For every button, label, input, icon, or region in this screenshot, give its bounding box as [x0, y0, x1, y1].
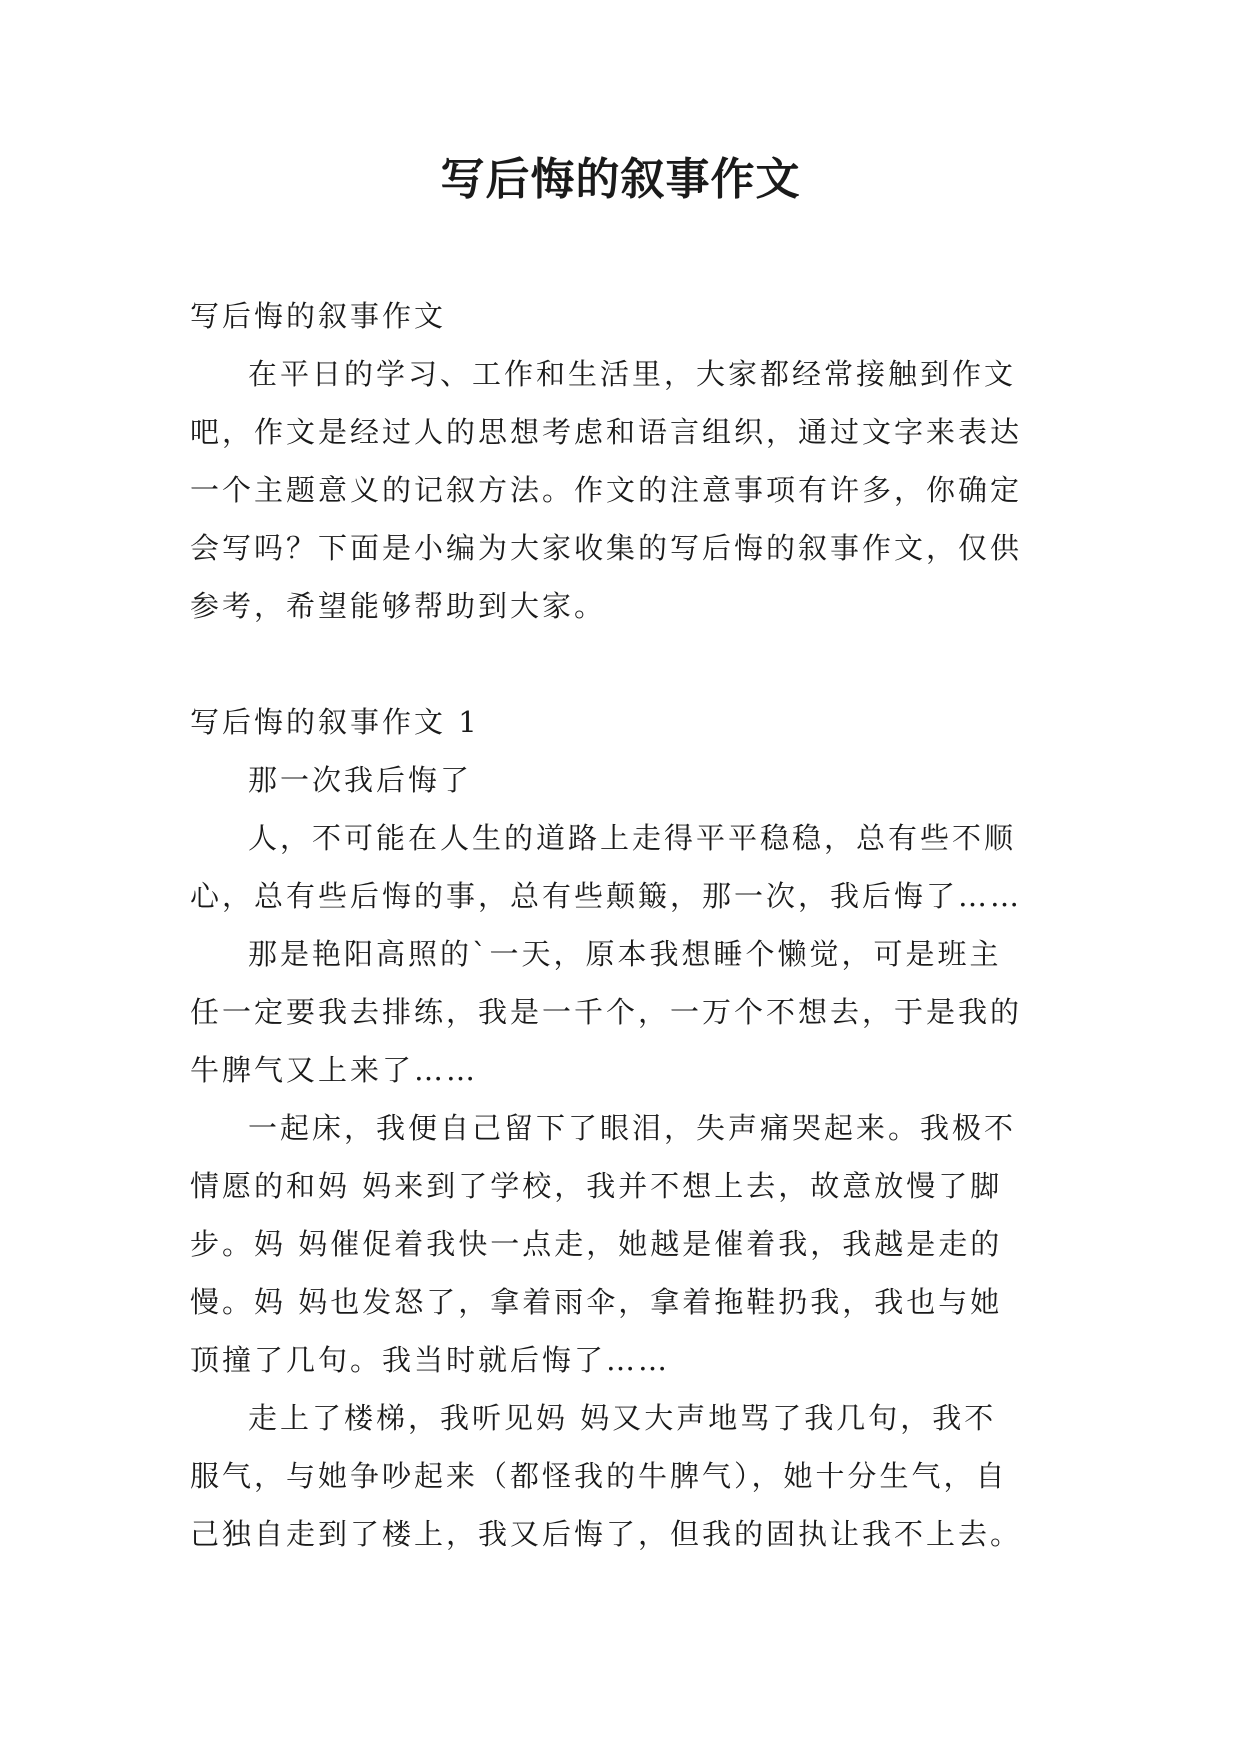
intro-line: 会写吗？下面是小编为大家收集的写后悔的叙事作文，仅供	[190, 531, 1023, 565]
intro-line: 吧，作文是经过人的思想考虑和语言组织，通过文字来表达	[190, 415, 1023, 449]
section-spacer	[190, 635, 1070, 693]
intro-line: 参考，希望能够帮助到大家。	[190, 589, 607, 623]
document-title: 写后悔的叙事作文	[440, 154, 801, 205]
essay-line: 步。妈 妈催促着我快一点走，她越是催着我，我越是走的	[190, 1227, 1003, 1261]
essay-line: 牛脾气又上来了……	[190, 1053, 479, 1087]
essay-paragraph-3	[190, 1099, 1070, 1389]
essay-subtitle	[190, 751, 1070, 809]
intro-paragraph	[190, 345, 1070, 635]
essay-line: 慢。妈 妈也发怒了，拿着雨伞，拿着拖鞋扔我，我也与她	[190, 1285, 1003, 1319]
essay-line: 顶撞了几句。我当时就后悔了……	[190, 1343, 671, 1377]
essay-paragraph-1	[190, 809, 1070, 925]
essay-subtitle-text: 那一次我后悔了	[248, 763, 473, 797]
essay-line: 人，不可能在人生的道路上走得平平稳稳，总有些不顺	[248, 821, 1017, 855]
essay-line: 服气，与她争吵起来（都怪我的牛脾气），她十分生气，自	[190, 1459, 1008, 1493]
essay-line: 己独自走到了楼上，我又后悔了，但我的固执让我不上去。	[190, 1517, 1023, 1551]
intro-heading: 写后悔的叙事作文	[190, 299, 447, 333]
essay-line: 那是艳阳高照的`一天，原本我想睡个懒觉，可是班主	[248, 937, 1002, 971]
essay-heading: 写后悔的叙事作文 1	[190, 705, 480, 739]
intro-line: 在平日的学习、工作和生活里，大家都经常接触到作文	[248, 357, 1017, 391]
essay-line: 心，总有些后悔的事，总有些颠簸，那一次，我后悔了……	[190, 879, 1023, 913]
essay-line: 任一定要我去排练，我是一千个，一万个不想去，于是我的	[190, 995, 1023, 1029]
essay-line: 走上了楼梯，我听见妈 妈又大声地骂了我几句，我不	[248, 1401, 997, 1435]
essay-line: 一起床，我便自己留下了眼泪，失声痛哭起来。我极不	[248, 1111, 1017, 1145]
essay-paragraph-2	[190, 925, 1070, 1099]
essay-line: 情愿的和妈 妈来到了学校，我并不想上去，故意放慢了脚	[190, 1169, 1003, 1203]
essay-paragraph-4	[190, 1389, 1070, 1563]
intro-line: 一个主题意义的记叙方法。作文的注意事项有许多，你确定	[190, 473, 1023, 507]
document-body	[190, 287, 1070, 1563]
